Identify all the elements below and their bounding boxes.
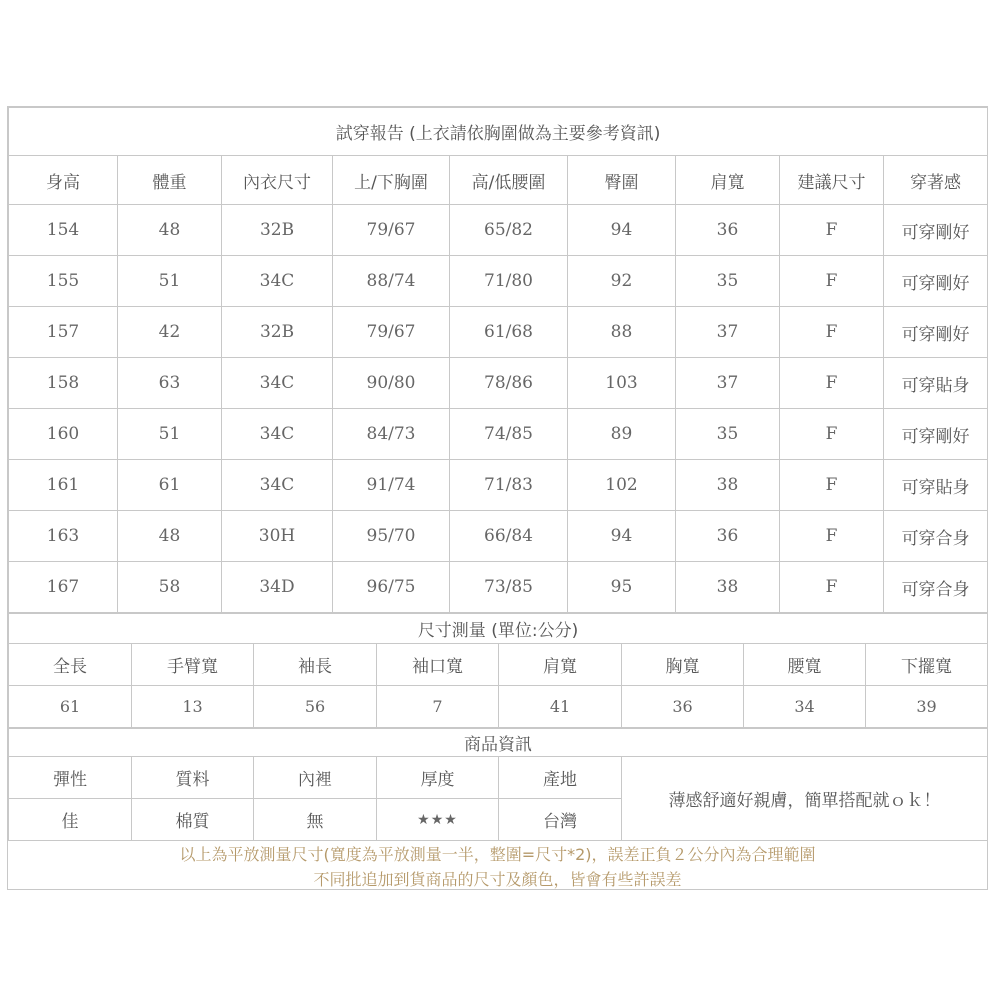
header-weight: 體重 xyxy=(118,156,222,205)
value-shoulder-width: 41 xyxy=(499,686,622,728)
cell-waist: 78/86 xyxy=(450,358,568,409)
cell-bust: 79/67 xyxy=(333,307,450,358)
cell-hip: 94 xyxy=(568,511,676,562)
cell-fit-feel: 可穿貼身 xyxy=(884,358,988,409)
cell-weight: 58 xyxy=(118,562,222,613)
cell-fit-feel: 可穿合身 xyxy=(884,562,988,613)
fit-report-header-row xyxy=(9,156,988,205)
fit-report-title: 試穿報告 (上衣請依胸圍做為主要參考資訊) xyxy=(9,108,988,156)
cell-shoulder: 37 xyxy=(676,358,780,409)
cell-bust: 95/70 xyxy=(333,511,450,562)
measurements-title: 尺寸測量 (單位:公分) xyxy=(9,614,988,644)
header-shoulder: 肩寬 xyxy=(676,156,780,205)
cell-height: 163 xyxy=(9,511,118,562)
cell-weight: 48 xyxy=(118,205,222,256)
header-origin: 產地 xyxy=(499,757,622,799)
size-chart-sheet xyxy=(7,106,988,890)
cell-hip: 95 xyxy=(568,562,676,613)
cell-suggested-size: F xyxy=(780,562,884,613)
cell-suggested-size: F xyxy=(780,409,884,460)
cell-suggested-size: F xyxy=(780,256,884,307)
cell-waist: 71/80 xyxy=(450,256,568,307)
cell-height: 158 xyxy=(9,358,118,409)
footnote-measurement: 以上為平放測量尺寸(寬度為平放測量一半，整圍=尺寸*2)，誤差正負２公分內為合理範圍 xyxy=(179,845,816,864)
cell-shoulder: 37 xyxy=(676,307,780,358)
value-waist-width: 34 xyxy=(744,686,866,728)
table-row xyxy=(9,205,988,256)
cell-weight: 63 xyxy=(118,358,222,409)
cell-waist: 71/83 xyxy=(450,460,568,511)
header-cuff-width: 袖口寬 xyxy=(377,644,499,686)
cell-suggested-size: F xyxy=(780,307,884,358)
table-row xyxy=(9,511,988,562)
cell-shoulder: 38 xyxy=(676,562,780,613)
cell-height: 155 xyxy=(9,256,118,307)
cell-shoulder: 35 xyxy=(676,256,780,307)
cell-bra-size: 34C xyxy=(222,409,333,460)
cell-bra-size: 34C xyxy=(222,358,333,409)
cell-hip: 89 xyxy=(568,409,676,460)
cell-fit-feel: 可穿合身 xyxy=(884,511,988,562)
cell-suggested-size: F xyxy=(780,205,884,256)
header-chest-width: 胸寬 xyxy=(622,644,744,686)
value-elasticity: 佳 xyxy=(9,799,132,841)
footnotes xyxy=(8,842,987,892)
cell-bra-size: 30H xyxy=(222,511,333,562)
header-hem-width: 下擺寬 xyxy=(866,644,988,686)
cell-height: 157 xyxy=(9,307,118,358)
cell-fit-feel: 可穿剛好 xyxy=(884,205,988,256)
cell-hip: 94 xyxy=(568,205,676,256)
cell-fit-feel: 可穿剛好 xyxy=(884,307,988,358)
header-lining: 內裡 xyxy=(254,757,377,799)
value-sleeve-length: 56 xyxy=(254,686,377,728)
value-thickness-stars: ★★★ xyxy=(377,799,499,841)
cell-waist: 74/85 xyxy=(450,409,568,460)
cell-bust: 91/74 xyxy=(333,460,450,511)
footnote-batch-variation: 不同批追加到貨商品的尺寸及顏色，皆會有些許誤差 xyxy=(313,870,682,889)
value-arm-width: 13 xyxy=(132,686,254,728)
table-row xyxy=(9,256,988,307)
header-material: 質料 xyxy=(132,757,254,799)
cell-bust: 84/73 xyxy=(333,409,450,460)
header-arm-width: 手臂寬 xyxy=(132,644,254,686)
cell-bust: 79/67 xyxy=(333,205,450,256)
cell-shoulder: 36 xyxy=(676,511,780,562)
measurements-value-row xyxy=(9,686,988,728)
cell-waist: 73/85 xyxy=(450,562,568,613)
measurements-table xyxy=(8,613,988,728)
cell-height: 154 xyxy=(9,205,118,256)
header-height: 身高 xyxy=(9,156,118,205)
value-origin: 台灣 xyxy=(499,799,622,841)
cell-weight: 51 xyxy=(118,409,222,460)
cell-weight: 42 xyxy=(118,307,222,358)
cell-hip: 103 xyxy=(568,358,676,409)
cell-bra-size: 34C xyxy=(222,256,333,307)
header-shoulder-width: 肩寬 xyxy=(499,644,622,686)
header-fit-feel: 穿著感 xyxy=(884,156,988,205)
cell-height: 160 xyxy=(9,409,118,460)
measurements-header-row xyxy=(9,644,988,686)
header-bra-size: 內衣尺寸 xyxy=(222,156,333,205)
cell-height: 161 xyxy=(9,460,118,511)
cell-waist: 65/82 xyxy=(450,205,568,256)
cell-suggested-size: F xyxy=(780,460,884,511)
cell-weight: 48 xyxy=(118,511,222,562)
cell-waist: 61/68 xyxy=(450,307,568,358)
table-row xyxy=(9,307,988,358)
header-waist-width: 腰寬 xyxy=(744,644,866,686)
table-row xyxy=(9,358,988,409)
cell-shoulder: 36 xyxy=(676,205,780,256)
product-note: 薄感舒適好親膚，簡單搭配就ｏｋ！ xyxy=(622,757,988,841)
cell-shoulder: 38 xyxy=(676,460,780,511)
fit-report-table xyxy=(8,107,988,613)
table-row xyxy=(9,409,988,460)
cell-suggested-size: F xyxy=(780,511,884,562)
cell-fit-feel: 可穿剛好 xyxy=(884,409,988,460)
value-hem-width: 39 xyxy=(866,686,988,728)
header-length: 全長 xyxy=(9,644,132,686)
cell-bra-size: 34C xyxy=(222,460,333,511)
cell-bust: 88/74 xyxy=(333,256,450,307)
table-row xyxy=(9,562,988,613)
cell-bra-size: 32B xyxy=(222,307,333,358)
cell-weight: 61 xyxy=(118,460,222,511)
cell-bust: 90/80 xyxy=(333,358,450,409)
product-info-title: 商品資訊 xyxy=(9,729,988,757)
cell-bra-size: 34D xyxy=(222,562,333,613)
cell-waist: 66/84 xyxy=(450,511,568,562)
cell-hip: 102 xyxy=(568,460,676,511)
header-elasticity: 彈性 xyxy=(9,757,132,799)
cell-bra-size: 32B xyxy=(222,205,333,256)
cell-hip: 92 xyxy=(568,256,676,307)
product-info-table xyxy=(8,728,988,841)
value-cuff-width: 7 xyxy=(377,686,499,728)
header-suggested-size: 建議尺寸 xyxy=(780,156,884,205)
header-hip: 臀圍 xyxy=(568,156,676,205)
header-bust: 上/下胸圍 xyxy=(333,156,450,205)
product-info-header-row xyxy=(9,757,988,799)
cell-suggested-size: F xyxy=(780,358,884,409)
cell-fit-feel: 可穿貼身 xyxy=(884,460,988,511)
header-thickness: 厚度 xyxy=(377,757,499,799)
cell-height: 167 xyxy=(9,562,118,613)
header-waist: 高/低腰圍 xyxy=(450,156,568,205)
cell-shoulder: 35 xyxy=(676,409,780,460)
value-length: 61 xyxy=(9,686,132,728)
cell-hip: 88 xyxy=(568,307,676,358)
header-sleeve-length: 袖長 xyxy=(254,644,377,686)
value-chest-width: 36 xyxy=(622,686,744,728)
cell-weight: 51 xyxy=(118,256,222,307)
value-material: 棉質 xyxy=(132,799,254,841)
table-row xyxy=(9,460,988,511)
cell-bust: 96/75 xyxy=(333,562,450,613)
value-lining: 無 xyxy=(254,799,377,841)
cell-fit-feel: 可穿剛好 xyxy=(884,256,988,307)
